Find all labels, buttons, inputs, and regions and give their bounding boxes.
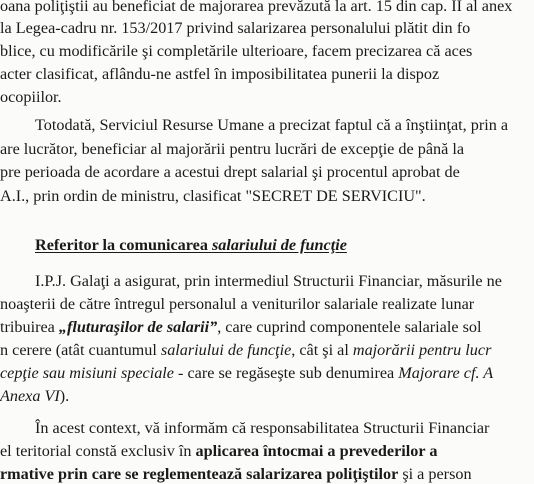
text-line [0, 465, 472, 484]
text-line: Totodată, Serviciul Resurse Umane a precizat faptul că a înştiinţat, prin a [35, 116, 509, 134]
text-run-bold: rmative prin care se reglementează salarizarea poliţiştilor [0, 465, 399, 483]
text-run: , care cuprind componentele salariale sol [217, 318, 482, 336]
text-run-bold-italic: „fluturaşilor de salarii” [58, 318, 218, 336]
text-line [0, 442, 437, 461]
text-run-bold: aplicarea întocmai a prevederilor a [195, 442, 438, 460]
text-line: are lucrător, beneficiar al majorării pentru lucrări de excepţie de până la [0, 140, 465, 158]
text-run-italic: cepţie sau misiuni speciale [0, 364, 174, 382]
text-run-italic: salariului de funcţie [160, 341, 292, 359]
text-line: blice, cu modificările şi completările ulterioare, facem precizarea că aces [0, 42, 473, 60]
text-line: A.I., prin ordin de ministru, clasificat "SECRET DE SERVICIU". [0, 187, 426, 205]
text-line [0, 341, 491, 360]
text-run: , cât şi al [291, 341, 353, 359]
text-line: la Legea-cadru nr. 153/2017 privind salarizarea personalului plătit din fo [0, 19, 471, 37]
text-run-italic: majorării pentru lucr [352, 341, 492, 359]
text-run: n cerere (atât cuantumul [0, 341, 161, 359]
text-line: acter clasificat, aflându-ne astfel în imposibilitatea punerii la dispoz [0, 65, 440, 83]
text-line: În acest context, vă informăm că responsabilitatea Structurii Financiar [35, 419, 490, 437]
heading-prefix: Referitor la comunicarea [35, 236, 212, 254]
text-line: noaşterii de către întregul personalul a veniturilor salariale realizate lunar [0, 295, 475, 313]
text-run: tribuirea [0, 318, 59, 336]
text-line [0, 364, 493, 383]
text-run: ). [59, 387, 70, 405]
text-line [0, 387, 69, 406]
text-run: şi a person [398, 465, 472, 483]
text-line: I.P.J. Galaţi a asigurat, prin intermediul Structurii Financiar, măsurile ne [35, 272, 502, 290]
text-run: el teritorial constă exclusiv în [0, 442, 196, 460]
text-line: pre perioada de acordare a acestui drept salarial şi procentul aprobat de [0, 163, 460, 181]
text-run: - care se regăseşte sub denumirea [173, 364, 399, 382]
text-line: ocopiilor. [0, 88, 62, 106]
text-line: oana poliţiştii au beneficiat de majorarea prevăzută la art. 15 din cap. II al anex [0, 0, 513, 15]
heading-emphasis: salariului de funcţie [211, 236, 347, 254]
text-run-italic: Majorare cf. A [398, 364, 494, 382]
section-heading [35, 236, 347, 255]
text-run-italic: Anexa VI [0, 387, 60, 405]
text-line [0, 318, 481, 337]
